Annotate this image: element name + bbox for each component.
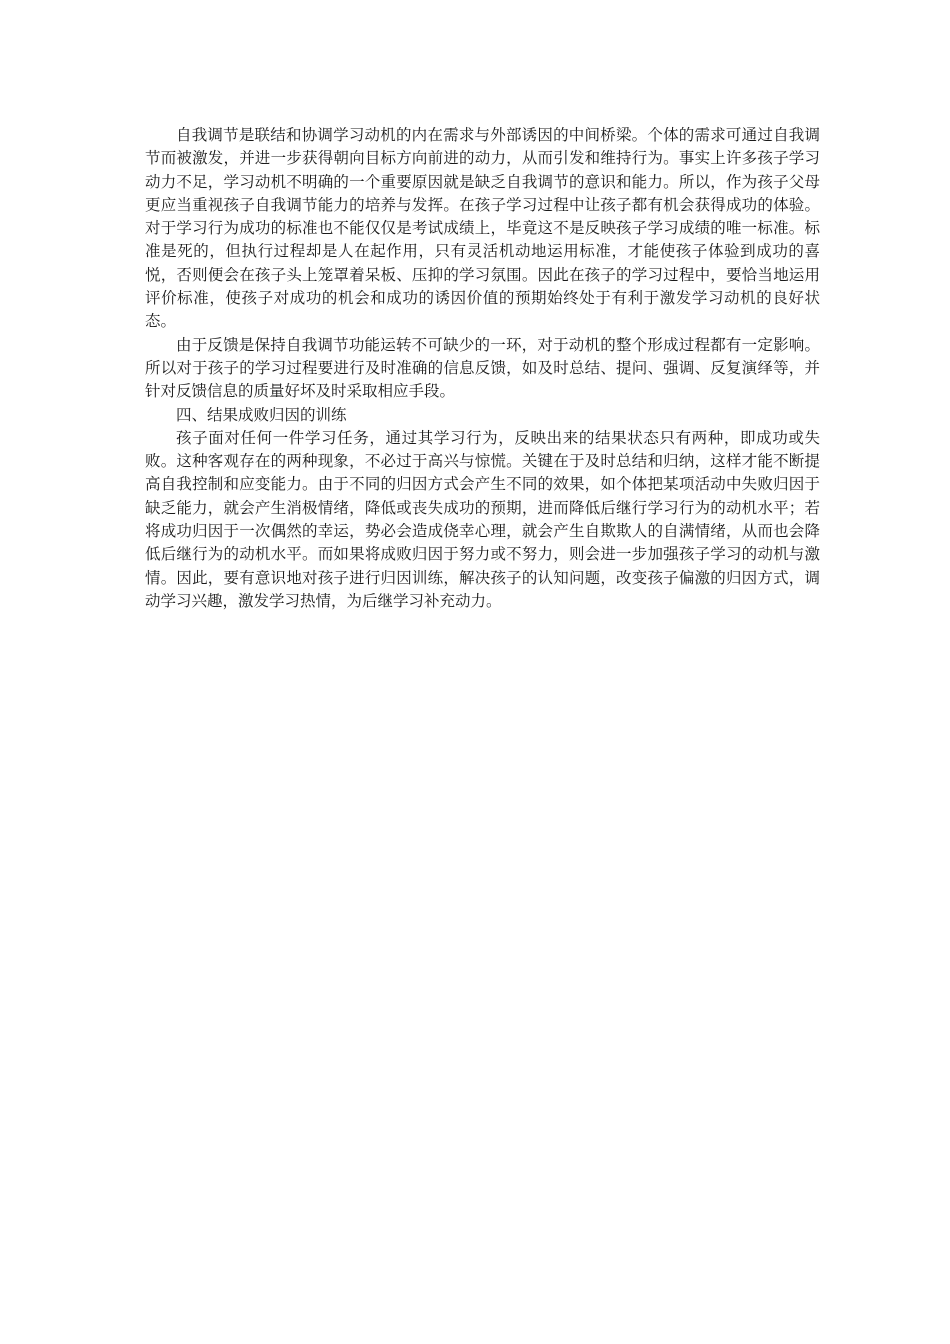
paragraph-feedback: 由于反馈是保持自我调节功能运转不可缺少的一环，对于动机的整个形成过程都有一定影响。所以对于孩子的学习过程要进行及时准确的信息反馈，如及时总结、提问、强调、反复演绎等，并针对反馈信息的质量好坏及时采取相应手段。 bbox=[145, 335, 820, 401]
paragraph-self-regulation: 自我调节是联结和协调学习动机的内在需求与外部诱因的中间桥梁。个体的需求可通过自我调节而被激发，并进一步获得朝向目标方向前进的动力，从而引发和维持行为。事实上许多孩子学习动力不足，学习动机不明确的一个重要原因就是缺乏自我调节的意识和能力。所以，作为孩子父母更应当重视孩子自我调节能力的培养与发挥。在孩子学习过程中让孩子都有机会获得成功的体验。对于学习行为成功的标准也不能仅仅是考试成绩上，毕竟这不是反映孩子学习成绩的唯一标准。标准是死的，但执行过程却是人在起作用，只有灵活机动地运用标准，才能使孩子体验到成功的喜悦，否则便会在孩子头上笼罩着呆板、压抑的学习氛围。因此在孩子的学习过程中，要恰当地运用评价标准，使孩子对成功的机会和成功的诱因价值的预期始终处于有利于激发学习动机的良好状态。 bbox=[145, 126, 820, 331]
section-heading: 四、结果成败归因的训练 bbox=[176, 405, 347, 424]
document-body bbox=[145, 124, 820, 613]
paragraph-attribution-training: 孩子面对任何一件学习任务，通过其学习行为，反映出来的结果状态只有两种，即成功或失败。这种客观存在的两种现象，不必过于高兴与惊慌。关键在于及时总结和归纳，这样才能不断提高自我控制和应变能力。由于不同的归因方式会产生不同的效果，如个体把某项活动中失败归因于缺乏能力，就会产生消极情绪，降低或丧失成功的预期，进而降低后继行学习行为的动机水平；若将成功归因于一次偶然的幸运，势必会造成侥幸心理，就会产生自欺欺人的自满情绪，从而也会降低后继行为的动机水平。而如果将成败归因于努力或不努力，则会进一步加强孩子学习的动机与激情。因此，要有意识地对孩子进行归因训练，解决孩子的认知问题，改变孩子偏激的归因方式，调动学习兴趣，激发学习热情，为后继学习补充动力。 bbox=[145, 428, 820, 610]
